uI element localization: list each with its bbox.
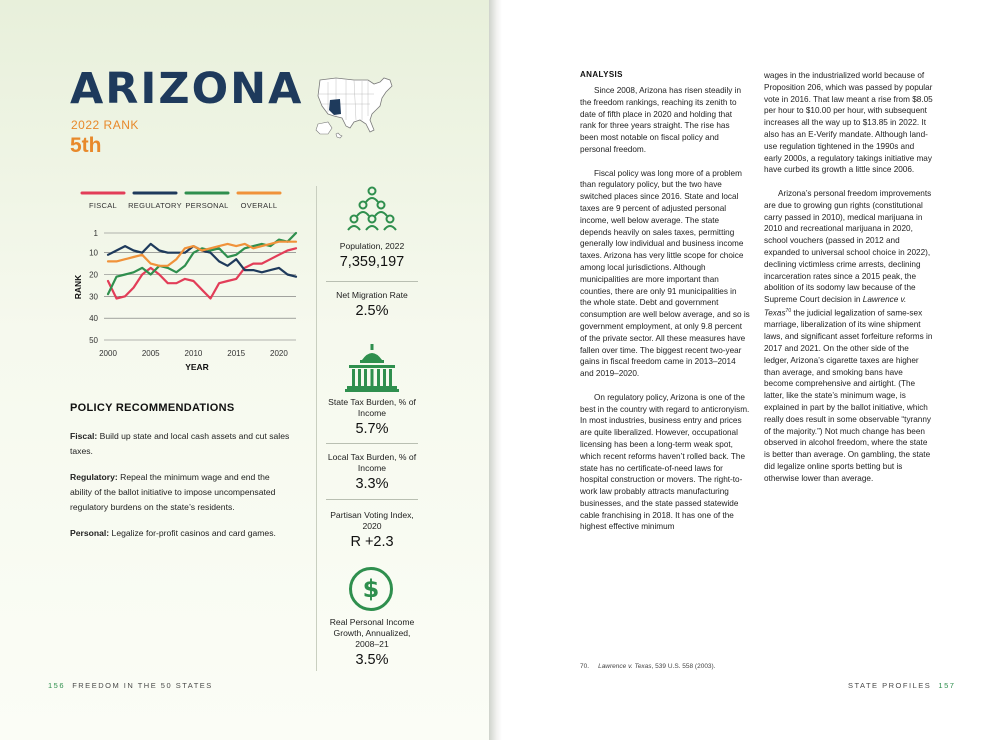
analysis-paragraph: On regulatory policy, Arizona is one of the best in the country with regard to anticronyism. In most industries, business entry and prices are quite liberalized. However, occupational licensing has been a long-term weak spot, which recent reforms haven’t rolled back. The state has no certificate-of-need laws for hospital construction or movers. The right-to-work law probably attracts manufacturing businesses, and the state passed statewide cable franchising in 2018. It has one of the highest effective minimum (580, 392, 750, 532)
pvi-label: Partisan Voting Index, 2020 (330, 510, 414, 531)
dollar-circle-icon (348, 566, 394, 612)
stat-separator (326, 281, 418, 282)
footnote-number: 70. (580, 663, 590, 670)
policy-personal-text: Legalize for-profit casinos and card games. (109, 528, 276, 538)
policy-personal-label: Personal: (70, 528, 110, 538)
y-tick-label: 30 (89, 292, 98, 302)
rank-chart (64, 188, 314, 378)
right-page-number: 157 (938, 681, 956, 690)
legend-label: OVERALL (240, 201, 278, 210)
state-tax-label: State Tax Burden, % of Income (328, 397, 416, 418)
policy-regulatory-label: Regulatory: (70, 472, 118, 482)
y-tick-label: 10 (89, 248, 98, 258)
legend-label: PERSONAL (185, 201, 229, 210)
y-tick-label: 20 (89, 270, 98, 280)
income-value: 3.5% (355, 652, 389, 668)
policy-regulatory (70, 470, 290, 515)
legend-label: REGULATORY (128, 201, 182, 210)
analysis-paragraph (764, 188, 934, 485)
rank-label: 2022 RANK (71, 118, 139, 132)
chart-lines (108, 233, 296, 299)
state-title: ARIZONA (70, 64, 304, 114)
policy-regulatory-text: Repeal the minimum wage and end the ability of the ballot initiative to impose uncompensated regulatory burdens on the state’s residents. (70, 472, 276, 512)
state-tax-value: 5.7% (355, 421, 389, 437)
people-pyramid-icon (346, 186, 398, 238)
migration-value: 2.5% (355, 303, 389, 319)
y-tick-label: 50 (89, 336, 98, 345)
svg-text:$: $ (362, 575, 380, 603)
right-folio-title: STATE PROFILES (848, 681, 932, 690)
analysis-paragraph: Fiscal policy was long more of a problem than regulatory policy, but the two have switched places since 2016. State and local taxes are 9 percent of adjusted personal income, well below average. The state depends heavily on sales taxes, permitting generally low individual and business income taxes. Arizona has very little scope for choice among local jurisdictions. Although municipalities are more important than counties, there are only 91 municipalities in the whole state. Debt and government consumption are well below average, and so is government employment, at only 9.8 percent of the private sector. All these measures have fallen over time. The biggest recent two-year gains in fiscal freedom came in 2013–2014 and 2019–2020. (580, 168, 750, 379)
rank-value: 5th (70, 134, 102, 157)
policy-fiscal (70, 429, 290, 459)
x-tick-label: 2010 (184, 349, 203, 358)
left-folio (48, 681, 213, 690)
analysis-text: the judicial legalization of same-sex marriage, liberalization of its wine shipment laws, and significant asset forfeiture reforms in 2017 and 2021. On the other side of the ledger, Arizona’s cigarette taxes are higher than average, and smoking bans have become comprehensive and airtight. (The latter, like the state’s minimum wage, is explained in part by the ballot initiative, which really does result in some observable “tyranny of the majority.”) Not much change has been observed in alcohol freedom, where the state is better than average. On gambling, the state did legalize online sports betting but is otherwise lower than average. (764, 308, 933, 483)
footnote (580, 663, 716, 670)
rank-chart-svg (64, 188, 314, 378)
analysis-heading: ANALYSIS (580, 70, 623, 79)
stat-separator (326, 443, 418, 444)
page-gutter (489, 0, 502, 740)
local-tax-value: 3.3% (355, 476, 389, 492)
policy-fiscal-label: Fiscal: (70, 431, 98, 441)
footnote-citation: , 539 U.S. 558 (2003). (651, 663, 716, 670)
x-tick-label: 2020 (270, 349, 288, 358)
policy-fiscal-text: Build up state and local cash assets and cut sales taxes. (70, 431, 290, 456)
x-tick-label: 2005 (141, 349, 160, 358)
case-name: Lawrence v. Texas (764, 295, 907, 318)
analysis-paragraph: wages in the industrialized world because of Proposition 206, which was passed by popular vote in 2016. That law meant a rise from $8.05 per hour to $10.00 per hour, with subsequent increases all the way up to $13.85 in 2022. It also has an E-Verify mandate. Although land-use regulation tightened in the 1990s and early 2000s, a regulatory takings initiative may have curbed its growth a little since 2006. (764, 71, 933, 175)
pvi-value: R +2.3 (350, 534, 394, 550)
footnote-case: Lawrence v. Texas (598, 663, 652, 670)
right-folio (848, 681, 955, 690)
stat-separator (326, 499, 418, 500)
footnote-ref: 70 (785, 307, 792, 314)
hawaii-shape (336, 133, 342, 138)
left-page-number: 156 (48, 681, 66, 690)
chart-legend (82, 193, 280, 210)
local-tax-label: Local Tax Burden, % of Income (327, 452, 417, 473)
policy-title: POLICY RECOMMENDATIONS (70, 402, 235, 414)
x-axis-title: YEAR (185, 362, 209, 372)
analysis-column-2 (764, 70, 934, 496)
legend-label: FISCAL (88, 201, 118, 210)
stats-divider (316, 186, 317, 671)
analysis-column-1 (580, 85, 750, 545)
x-tick-label: 2000 (99, 349, 117, 358)
migration-label: Net Migration Rate (336, 290, 408, 300)
y-tick-label: 40 (89, 314, 98, 324)
population-value: 7,359,197 (339, 254, 405, 270)
analysis-text: Arizona’s personal freedom improvements are due to growing gun rights (constitutional carry passed in 2010), medical marijuana in 2010 and recreational marijuana in 2020, school vouchers (passed in 2012 and expanded to universal school choice in 2022), declining victimless crime arrests, declining incarceration rates since a 2015 peak, the abolition of its sodomy law because of the Supreme Court decision in (764, 188, 932, 305)
y-axis-title: RANK (73, 274, 83, 300)
x-tick-label: 2015 (227, 349, 246, 358)
us-map-icon (314, 72, 396, 142)
population-label: Population, 2022 (339, 241, 405, 251)
analysis-paragraph: Since 2008, Arizona has risen steadily in the freedom rankings, reaching its zenith to date of fifth place in 2020 and holding that rank for three years straight. The rise has been most notable on fiscal policy and personal freedom. (580, 86, 742, 154)
policy-personal (70, 526, 290, 541)
income-label: Real Personal Income Growth, Annualized, 2008–21 (329, 617, 415, 649)
y-tick-label: 1 (93, 229, 98, 238)
capitol-building-icon (345, 344, 399, 392)
left-folio-title: FREEDOM IN THE 50 STATES (72, 681, 213, 690)
series-line-overall (108, 242, 296, 266)
alaska-shape (316, 122, 332, 134)
